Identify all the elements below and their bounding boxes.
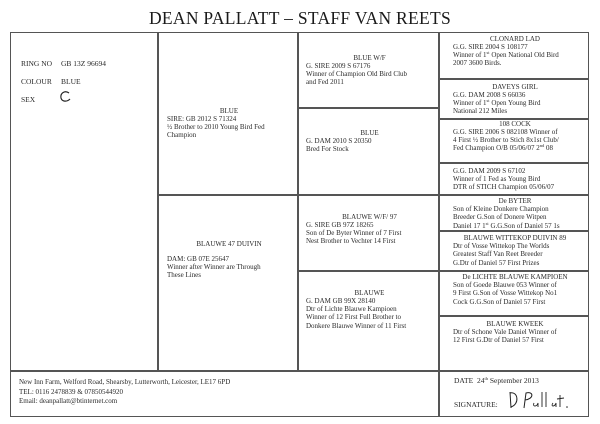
gg-name: BLAUWE WITTEKOP DUIVIN 89 (463, 234, 567, 242)
dam-granddam-name: BLAUWE (354, 289, 385, 297)
gg-note-line: Son of Goede Blauwe 053 Winner of (453, 281, 557, 289)
gg-name: De LICHTE BLAUWE KAMPIOEN (462, 273, 568, 281)
dam-cell (158, 195, 298, 371)
gg-note-line: National 212 Miles (453, 107, 508, 116)
contact-footer (10, 371, 439, 417)
gg-notes (453, 175, 554, 192)
gg-note-line: G.Dtr of Daniel 57 First Prizes (453, 258, 540, 267)
dam-note-line: These Lines (167, 271, 202, 280)
sire-ring: SIRE: GB 2012 S 71324 (167, 115, 237, 123)
address-line: New Inn Farm, Welford Road, Shearsby, Lutterworth, Leicester, LE17 6PD (19, 378, 231, 386)
page-title: DEAN PALLATT – STAFF VAN REETS (148, 8, 452, 28)
signature-label: SIGNATURE: (454, 400, 498, 409)
gg-ring: G.G. DAM 2009 S 67102 (453, 167, 526, 175)
sire-notes (167, 123, 265, 140)
dam-grandsire-cell (298, 195, 439, 271)
dam-note-line: Winner after Winner are Through (167, 263, 261, 271)
grandsire-note-line: and Fed 2011 (306, 78, 344, 87)
gg-name: 108 COCK (499, 120, 531, 128)
gg-notes (453, 205, 560, 230)
gg-note-line: Winner of 1st Open National Old Bird (453, 50, 559, 59)
gg-name: CLONARD LAD (490, 35, 540, 43)
gg-notes (453, 99, 541, 116)
gg-notes (453, 281, 557, 306)
gg-notes (453, 51, 559, 68)
contact-details (19, 378, 230, 407)
dam-granddam-cell (298, 271, 439, 371)
colour-value: BLUE (61, 77, 81, 86)
dam-name: BLAUWE 47 DUIVIN (196, 240, 262, 248)
grandsire-ring: G. SIRE 2009 S 67176 (306, 62, 371, 70)
dam-grandsire-note-line: Son of De Byter Winner of 7 First (306, 229, 402, 237)
gg-ring: G.G. SIRE 2006 S 082108 Winner of (453, 128, 558, 136)
sire-cell (158, 32, 298, 195)
sire-grandsire-cell (298, 32, 439, 108)
dam-granddam-note-line: Dtr of Lichte Blauwe Kampioen (306, 305, 397, 313)
colour-label: COLOUR (21, 77, 52, 86)
gg-notes (453, 328, 557, 345)
gg-note-line: Winner of 1st Open Young Bird (453, 98, 541, 107)
granddam-name: BLUE (360, 129, 379, 137)
dam-grandsire-notes (306, 229, 401, 246)
dam-notes (167, 263, 261, 280)
date-label: DATE (454, 376, 474, 385)
sex-handwritten-mark (58, 90, 72, 104)
grandsire-note-line: Winner of Champion Old Bird Club (306, 70, 408, 78)
grandsire-name: BLUE W/F (353, 54, 386, 62)
gg-name: DAVEYS GIRL (492, 83, 538, 91)
gg-cell-clonard-lad (439, 32, 589, 79)
granddam-note-line: Bred For Stock (306, 145, 349, 153)
gg-note-line: 12 First G.Dtr of Daniel 57 First (453, 336, 544, 345)
sire-granddam-cell (298, 108, 439, 195)
gg-cell-blauwe-wittekop (439, 231, 589, 271)
gg-name: BLAUWE KWEEK (486, 320, 544, 328)
gg-note-line: Greatest Staff Van Reet Breeder (453, 250, 543, 259)
dam-granddam-note-line: Winner of 12 First Full Brother to (306, 313, 401, 322)
sire-note-line: ½ Brother to 2010 Young Bird Fed (167, 123, 265, 131)
gg-cell-108-cock (439, 119, 589, 163)
gg-note-line: Son of Kleine Donkere Champion (453, 205, 549, 213)
gg-note-line: Winner of 1 Fed as Young Bird (453, 175, 541, 183)
granddam-notes (306, 145, 349, 153)
gg-note-line: 4 First ½ Brother to Stich 8x1st Club/ (453, 136, 559, 144)
gg-cell-lichte-blauwe (439, 271, 589, 316)
dam-grandsire-ring: G. SIRE GB 97Z 18265 (306, 221, 374, 229)
bird-details (10, 32, 158, 371)
dam-ring: DAM: GB 07E 25647 (167, 255, 230, 263)
email-line: Email: deanpallatt@btinternet.com (19, 397, 118, 405)
handwritten-signature (506, 388, 572, 412)
gg-note-line: Dtr of Schone Vale Daniel Winner of (453, 328, 557, 336)
gg-cell-daveys-girl (439, 79, 589, 119)
granddam-ring: G. DAM 2010 S 20350 (306, 137, 372, 145)
dam-granddam-note-line: Donkere Blauwe Winner of 11 First (306, 321, 407, 330)
gg-cell-de-byter (439, 195, 589, 231)
gg-note-line: DTR of STICH Champion 05/06/07 (453, 183, 555, 192)
gg-note-line: Daniel 17 1st G.G.Son of Daniel 57 1s (453, 220, 560, 230)
date-value: 24th September 2013 (477, 376, 539, 385)
grandsire-notes (306, 70, 407, 87)
gg-note-line: Fed Champion O/B 05/06/07 2nd 08 (453, 143, 553, 153)
gg-note-line: 2007 3600 Birds. (453, 59, 502, 68)
gg-cell-blauwe-kweek (439, 316, 589, 371)
gg-note-line: Dtr of Vosse Wittekop The Worlds (453, 242, 550, 250)
ring-value: GB 13Z 96694 (61, 59, 106, 68)
gg-ring: G.G. DAM 2008 S 66036 (453, 91, 526, 99)
gg-notes (453, 242, 549, 267)
sire-name: BLUE (219, 107, 239, 115)
sire-note-line: Champion (167, 131, 197, 140)
gg-note-line: Cock G.G.Son of Daniel 57 First (453, 297, 546, 306)
ring-label: RING NO (21, 59, 53, 68)
gg-cell-stich-dtr (439, 163, 589, 195)
gg-ring: G.G. SIRE 2004 S 108177 (453, 43, 528, 51)
dam-granddam-notes (306, 305, 406, 330)
date-signature-footer (439, 371, 589, 417)
dam-granddam-ring: G. DAM GB 99X 28140 (306, 297, 376, 305)
sex-label: SEX (21, 95, 36, 104)
telephone-line: TEL: 0116 2478839 & 07850544920 (19, 387, 123, 396)
gg-name: De BYTER (498, 197, 532, 205)
dam-grandsire-name: BLAUWE W/F/ 97 (342, 213, 397, 221)
gg-notes (453, 136, 559, 153)
dam-grandsire-note-line: Nest Brother to Vechter 14 First (306, 237, 396, 246)
gg-note-line: Breeder G.Son of Donere Witpen (453, 213, 547, 222)
gg-note-line: 9 First G.Son of Vosse Wittekop No1 (453, 289, 558, 298)
